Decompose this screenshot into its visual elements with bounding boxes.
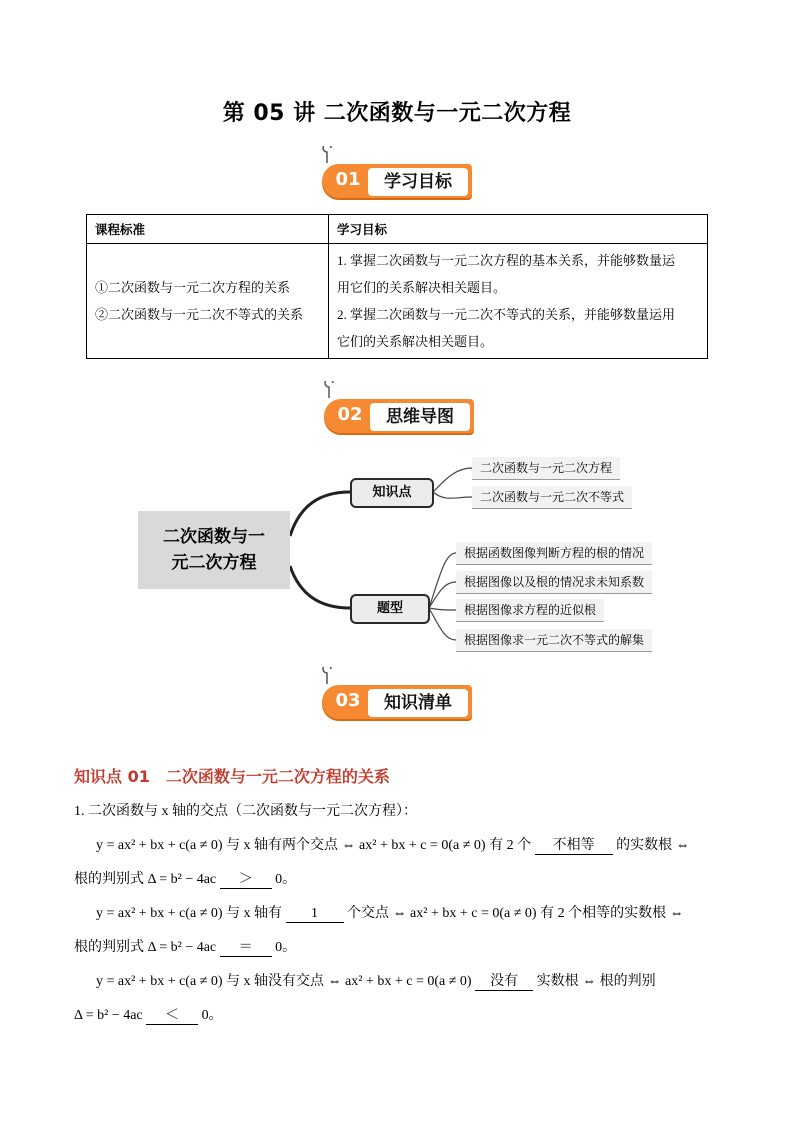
fill-blank-answer: ＜ (146, 1004, 198, 1025)
section-number: 01 (335, 169, 361, 190)
discriminant-expr: Δ = b² − 4ac (74, 1008, 143, 1023)
section-label: 学习目标 (368, 168, 468, 196)
table-header: 课程标准 (87, 215, 329, 244)
standard-item: ②二次函数与一元二次不等式的关系 (95, 307, 304, 322)
case2-line2 (74, 936, 296, 957)
case-text: 与 x 轴没有交点 ⇔ (226, 974, 342, 989)
case-text: 0。 (275, 872, 297, 887)
case3-line2 (74, 1004, 223, 1025)
equation-expr: ax² + bx + c = 0(a ≠ 0) (345, 974, 472, 989)
goal-line: 1. 掌握二次函数与一元二次方程的基本关系，并能够数量运 (337, 253, 676, 268)
function-expr: y = ax² + bx + c(a ≠ 0) (96, 838, 223, 853)
section-number: 03 (335, 690, 361, 711)
case2-line1 (96, 902, 684, 923)
page-title: 第 05 讲 二次函数与一元二次方程 (222, 101, 572, 126)
case-text: 实数根 ⇔ 根的判别 (536, 974, 656, 989)
fill-blank-answer: 1 (286, 906, 344, 923)
table-header: 学习目标 (329, 215, 708, 244)
mindmap-leaf: 根据图像求方程的近似根 (456, 599, 604, 622)
case-text: 有 2 个相等的实数根 ⇔ (540, 906, 684, 921)
fill-blank-answer: ＞ (220, 868, 272, 889)
case-text: 与 x 轴有 (226, 906, 283, 921)
case-text: 个交点 ⇔ (347, 906, 407, 921)
mindmap-leaf: 根据函数图像判断方程的根的情况 (456, 542, 652, 565)
equation-expr: ax² + bx + c = 0(a ≠ 0) (410, 906, 537, 921)
goal-line: 用它们的关系解决相关题目。 (337, 280, 507, 295)
hook-icon (320, 667, 334, 685)
discriminant-expr: Δ = b² − 4ac (147, 940, 217, 955)
fill-blank-answer: 不相等 (535, 834, 613, 855)
mindmap-leaf: 二次函数与一元二次不等式 (472, 486, 632, 509)
equation-expr: ax² + bx + c = 0(a ≠ 0) (359, 838, 486, 853)
mindmap-leaf: 根据图像以及根的情况求未知系数 (456, 571, 652, 594)
center-line: 元二次方程 (171, 553, 257, 573)
fill-blank-answer: 没有 (475, 970, 533, 991)
case3-line1 (96, 970, 656, 991)
mindmap-leaf: 二次函数与一元二次方程 (472, 457, 620, 480)
center-line: 二次函数与一 (163, 527, 265, 547)
case-text: 根的判别式 (74, 872, 144, 887)
section-label: 思维导图 (370, 403, 470, 431)
case-text: 0。 (201, 1008, 223, 1023)
standard-item: ①二次函数与一元二次方程的关系 (95, 280, 291, 295)
function-expr: y = ax² + bx + c(a ≠ 0) (96, 974, 223, 989)
case1-line2 (74, 868, 296, 889)
case-text: 根的判别式 (74, 940, 144, 955)
goal-line: 它们的关系解决相关题目。 (337, 334, 494, 349)
mindmap-branch-knowledge: 知识点 (350, 478, 434, 508)
section-badge-03 (322, 683, 474, 723)
section-number: 02 (337, 404, 363, 425)
section-label: 知识清单 (368, 689, 468, 717)
case1-line1 (96, 834, 690, 855)
mindmap-leaf: 根据图像求一元二次不等式的解集 (456, 629, 652, 652)
discriminant-expr: Δ = b² − 4ac (147, 872, 217, 887)
mindmap-center (138, 511, 290, 589)
goal-line: 2. 掌握二次函数与一元二次不等式的关系，并能够数量运用 (337, 307, 676, 322)
knowledge-intro: 1. 二次函数与 x 轴的交点（二次函数与一元二次方程）： (74, 804, 417, 819)
case-text: 0。 (275, 940, 297, 955)
mindmap-branch-types: 题型 (350, 594, 430, 624)
function-expr: y = ax² + bx + c(a ≠ 0) (96, 906, 223, 921)
case-text: 有 2 个 (489, 838, 532, 853)
case-text: 与 x 轴有两个交点 ⇔ (226, 838, 356, 853)
case-text: 的实数根 ⇔ (616, 838, 690, 853)
knowledge-point-title: 知识点 01 二次函数与一元二次方程的关系 (74, 767, 390, 786)
fill-blank-answer: ＝ (220, 936, 272, 957)
